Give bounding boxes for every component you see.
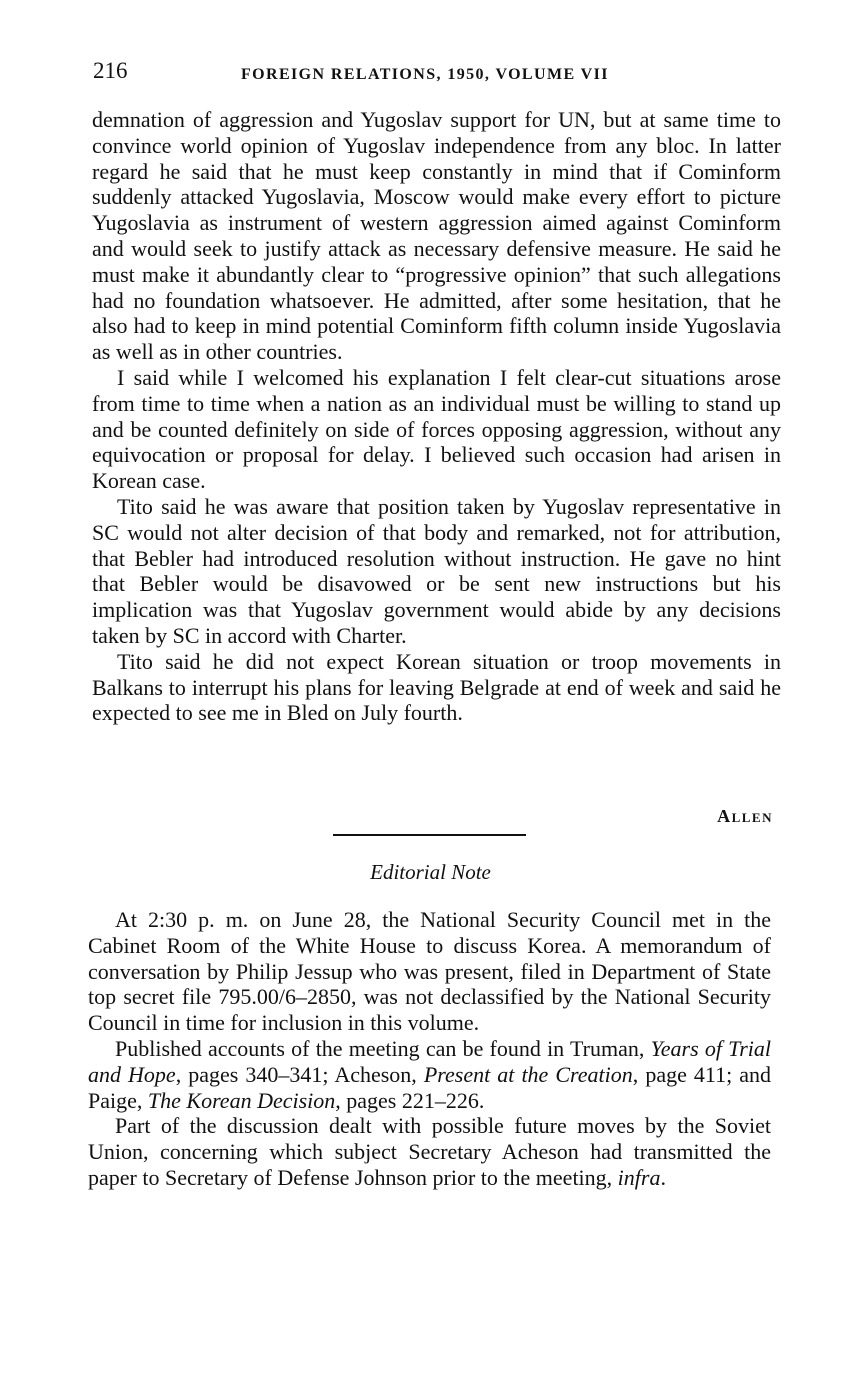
section-divider [333, 834, 526, 836]
editorial-paragraph: At 2:30 p. m. on June 28, the National Security Council met in the Cabinet Room of the White House to discuss Korea. A memorandum of conversation by Philip Jessup who was present, filed in Department of State top secret file 795.00/6–2850, was not declassified by the National Security Council in time for inclusion in this volume. [88, 907, 771, 1036]
editorial-paragraph [88, 1036, 771, 1113]
editorial-note-title: Editorial Note [370, 860, 491, 884]
body-paragraph: I said while I welcomed his explanation I felt clear-cut situations arose from time to time when a nation as an individual must be willing to stand up and be counted definitely on side of forces opposing aggression, without any equivocation or proposal for delay. I believed such occasion had arisen in Korean case. [92, 364, 781, 494]
signature: Allen [717, 806, 773, 826]
running-title: FOREIGN RELATIONS, 1950, VOLUME VII [241, 66, 609, 83]
editorial-text-run: . [660, 1164, 666, 1190]
editorial-text-run: , pages 340–341; Acheson, [175, 1061, 424, 1087]
body-paragraph-continued: demnation of aggression and Yugoslav support for UN, but at same time to convince world opinion of Yugoslav independence from any bloc. In latter regard he said that he must keep constantly in mind that if Cominform suddenly attacked Yugoslavia, Moscow would make every effort to picture Yugoslavia as instrument of western aggression aimed against Cominform and would seek to justify attack as necessary defensive measure. He said he must make it abundantly clear to “progressive opinion” that such allegations had no foundation whatsoever. He admitted, after some hesitation, that he also had to keep in mind potential Cominform fifth column inside Yugoslavia as well as in other countries. [92, 107, 781, 365]
cross-reference: infra [617, 1164, 661, 1190]
editorial-note-body [88, 907, 771, 1191]
editorial-text-run: Published accounts of the meeting can be found in Truman, [115, 1035, 651, 1061]
document-body [92, 107, 781, 726]
editorial-text-run: Part of the discussion dealt with possible future moves by the Soviet Union, concerning which subject Secretary Acheson had transmitted the paper to Secretary of Defense Johnson prior to the meeting, [88, 1113, 771, 1190]
editorial-paragraph [88, 1113, 771, 1190]
editorial-text-run: , pages 221–226. [335, 1087, 485, 1113]
book-title: The Korean Decision [147, 1087, 336, 1113]
editorial-text-run: , page 411; and Paige, [88, 1061, 772, 1113]
book-title: Present at the Creation [423, 1061, 633, 1087]
page-number: 216 [93, 58, 128, 83]
body-paragraph: Tito said he did not expect Korean situation or troop movements in Balkans to interrupt his plans for leaving Belgrade at end of week and said he expected to see me in Bled on July fourth. [92, 648, 781, 726]
body-paragraph: Tito said he was aware that position taken by Yugoslav representative in SC would not alter decision of that body and remarked, not for attribution, that Bebler had introduced resolution without instruction. He gave no hint that Bebler would be disavowed or be sent new instructions but his implication was that Yugoslav government would abide by any decisions taken by SC in accord with Charter. [92, 493, 781, 648]
page-header [93, 56, 783, 90]
book-title: Years of Trial and Hope [88, 1035, 771, 1087]
